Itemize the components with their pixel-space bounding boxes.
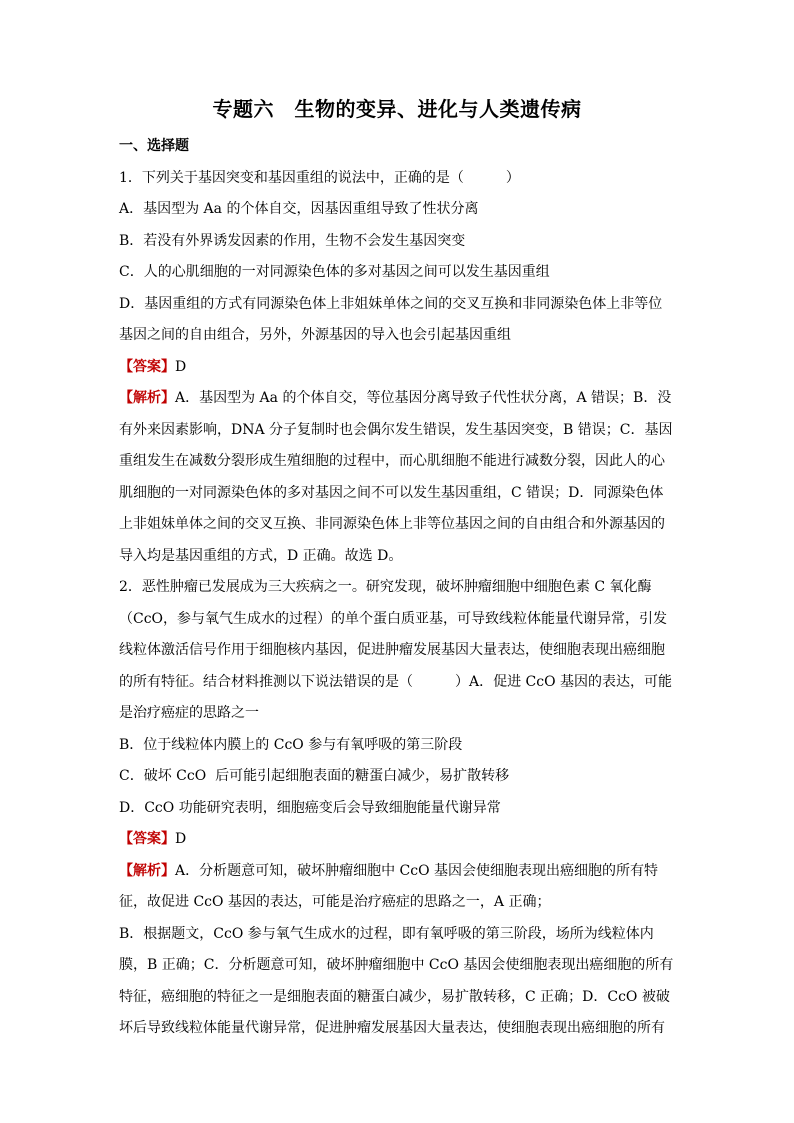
- q1-option-c: C．人的心肌细胞的一对同源染色体的多对基因之间可以发生基因重组: [119, 264, 550, 280]
- q2-option-c: C．破坏 CcO 后可能引起细胞表面的糖蛋白减少，易扩散转移: [119, 768, 510, 784]
- q2-analysis-line5: 特征，癌细胞的特征之一是细胞表面的糖蛋白减少，易扩散转移，C 正确；D．CcO 被破: [119, 988, 670, 1005]
- document-body: [119, 131, 679, 1045]
- analysis-label: 【解析】: [119, 390, 175, 406]
- q2-option-d: D．CcO 功能研究表明，细胞癌变后会导致细胞能量代谢异常: [119, 799, 501, 816]
- q1-option-d-line2: 基因之间的自由组合，另外，外源基因的导入也会引起基因重组: [119, 327, 511, 343]
- q2-option-b: B．位于线粒体内膜上的 CcO 参与有氧呼吸的第三阶段: [119, 736, 463, 753]
- q2-answer-value: D: [175, 831, 187, 847]
- q2-answer: [119, 824, 679, 856]
- q1-analysis-line2: 有外来因素影响，DNA 分子复制时也会偶尔发生错误，发生基因突变，B 错误；C．基因: [119, 421, 673, 438]
- analysis-label: 【解析】: [119, 862, 175, 879]
- answer-label: 【答案】: [119, 831, 175, 847]
- q2-stem-line2: （CcO，参与氧气生成水的过程）的单个蛋白质亚基，可导致线粒体能量代谢异常，引发: [119, 610, 668, 627]
- q2-stem-line1: 2．恶性肿瘤已发展成为三大疾病之一。研究发现，破坏肿瘤细胞中细胞色素 C 氧化酶: [119, 579, 652, 595]
- page-title: 专题六 生物的变异、进化与人类遗传病: [212, 97, 582, 121]
- q2-analysis-line6: 坏后导致线粒体能量代谢异常，促进肿瘤发展基因大量表达，使细胞表现出癌细胞的所有: [119, 1020, 665, 1036]
- q2-analysis-line4: 膜，B 正确；C．分析题意可知，破坏肿瘤细胞中 CcO 基因会使细胞表现出癌细胞的所有: [119, 957, 674, 973]
- q1-analysis-text1: A．基因型为 Aa 的个体自交，等位基因分离导致子代性状分离，A 错误；B．没: [175, 390, 672, 406]
- q1-analysis-line4: 肌细胞的一对同源染色体的多对基因之间不可以发生基因重组，C 错误；D．同源染色体: [119, 484, 664, 501]
- q2-analysis-line1: [119, 856, 679, 888]
- q1-option-d-line1: D．基因重组的方式有同源染色体上非姐妹单体之间的交叉互换和非同源染色体上非等位: [119, 295, 663, 312]
- q2-analysis-line2: 征，故促进 CcO 基因的表达，可能是治疗癌症的思路之一，A 正确；: [119, 894, 551, 910]
- q2-stem-line5: 是治疗癌症的思路之一: [119, 705, 259, 721]
- answer-label: 【答案】: [119, 358, 175, 375]
- q2-analysis-text1: A．分析题意可知，破坏肿瘤细胞中 CcO 基因会使细胞表现出癌细胞的所有特: [175, 862, 659, 879]
- q1-analysis-line6: 导入均是基因重组的方式，D 正确。故选 D。: [119, 547, 403, 564]
- q2-analysis-line3: B．根据题文，CcO 参与氧气生成水的过程，即有氧呼吸的第三阶段，场所为线粒体内: [119, 925, 654, 942]
- q1-stem: 1．下列关于基因突变和基因重组的说法中，正确的是（ ）: [119, 169, 520, 186]
- q1-option-a: A．基因型为 Aa 的个体自交，因基因重组导致了性状分离: [119, 201, 479, 217]
- q1-analysis-line5: 上非姐妹单体之间的交叉互换、非同源染色体上非等位基因之间的自由组合和外源基因的: [119, 516, 665, 532]
- section-heading: 一、选择题: [119, 138, 189, 154]
- q1-answer: [119, 352, 679, 384]
- q2-stem-line4: 的所有特征。结合材料推测以下说法错误的是（ ）A．促进 CcO 基因的表达，可能: [119, 673, 673, 690]
- q2-stem-line3: 线粒体激活信号作用于细胞核内基因，促进肿瘤发展基因大量表达，使细胞表现出癌细胞: [119, 642, 665, 658]
- q1-analysis-line1: [119, 383, 679, 415]
- q1-answer-value: D: [175, 358, 187, 375]
- q1-analysis-line3: 重组发生在减数分裂形成生殖细胞的过程中，而心肌细胞不能进行减数分裂，因此人的心: [119, 453, 665, 469]
- q1-option-b: B．若没有外界诱发因素的作用，生物不会发生基因突变: [119, 232, 466, 249]
